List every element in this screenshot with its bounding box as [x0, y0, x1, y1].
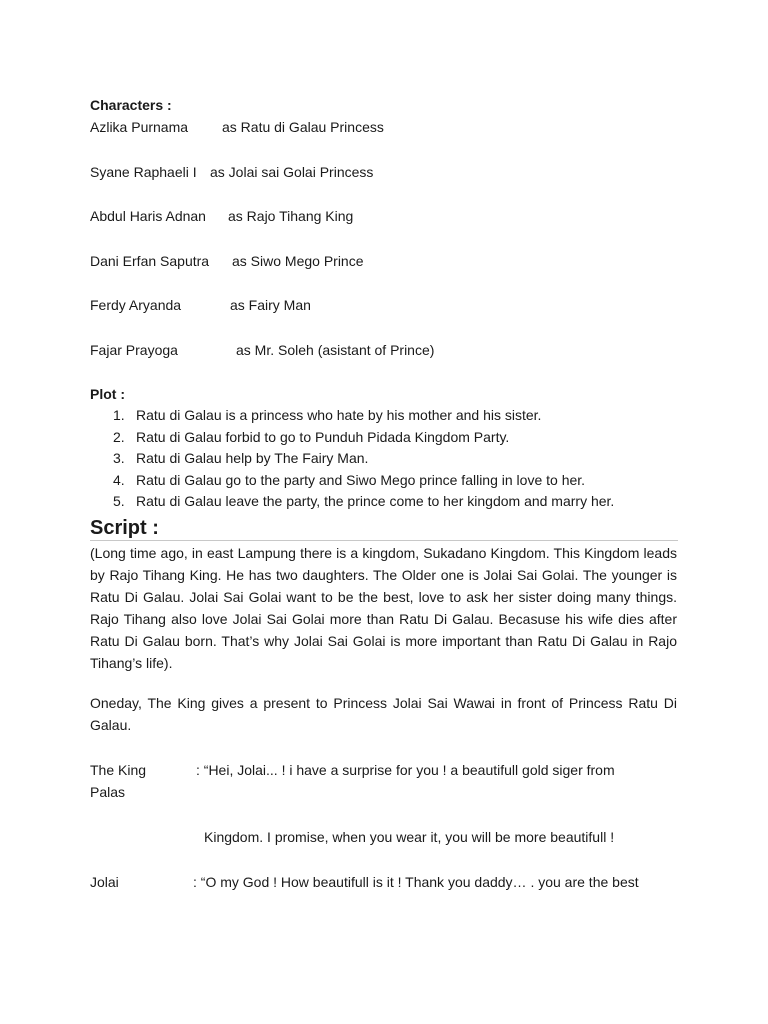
plot-item	[90, 405, 690, 427]
cast-role: as Mr. Soleh (asistant of Prince)	[236, 342, 435, 358]
plot-item-text: Ratu di Galau help by The Fairy Man.	[136, 450, 369, 466]
cast-actor: Ferdy Aryanda	[90, 297, 182, 313]
dialogue-line: : “Hei, Jolai... ! i have a surprise for you ! a beautifull gold siger from	[196, 762, 615, 778]
plot-item-text: Ratu di Galau forbid to go to Punduh Pidada Kingdom Party.	[136, 428, 510, 445]
script-heading: Script :	[90, 517, 159, 539]
plot-item	[90, 491, 690, 513]
plot-item-text: Ratu di Galau go to the party and Siwo Mego prince falling in love to her.	[136, 471, 586, 488]
dialogue-speaker: Jolai	[90, 874, 119, 890]
plot-item	[90, 470, 690, 492]
plot-item-number: 5.	[113, 493, 125, 509]
characters-heading: Characters :	[90, 97, 172, 113]
script-narration-paragraph: Oneday, The King gives a present to Princess Jolai Sai Wawai in front of Princess Ratu Di Galau.	[90, 695, 677, 733]
dialogue-line: : “O my God ! How beautifull is it ! Thank you daddy… . you are the best	[193, 874, 639, 890]
plot-item	[90, 448, 690, 470]
plot-list	[90, 405, 690, 513]
cast-role: as Jolai sai Golai Princess	[210, 164, 374, 180]
cast-role: as Siwo Mego Prince	[232, 253, 364, 269]
script-heading-rule	[90, 540, 678, 541]
plot-item-number: 2.	[113, 428, 125, 445]
cast-actor: Fajar Prayoga	[90, 342, 178, 358]
cast-role: as Ratu di Galau Princess	[222, 119, 384, 135]
cast-role: as Rajo Tihang King	[228, 208, 354, 224]
plot-item-number: 4.	[113, 471, 125, 488]
cast-role: as Fairy Man	[230, 297, 311, 313]
plot-item-text: Ratu di Galau is a princess who hate by his mother and his sister.	[136, 407, 542, 423]
dialogue-line-wrap: Palas	[90, 784, 126, 800]
script-intro-paragraph: (Long time ago, in east Lampung there is a kingdom, Sukadano Kingdom. This Kingdom leads by Rajo Tihang King. He has two daughters. The Older one is Jolai Sai Golai. The younger is Ratu Di Galau. Jolai Sai Golai want to be the best, love to ask her sister doing many things. Rajo Tihang also love Jolai Sai Golai more than Ratu Di Galau. Becasuse his wife dies after Ratu Di Galau born. That’s why Jolai Sai Golai is more important than Ratu Di Galau in Rajo Tihang’s life).	[90, 545, 677, 671]
plot-item-number: 1.	[113, 407, 125, 423]
dialogue-speaker: The King	[90, 762, 147, 778]
plot-item	[90, 427, 690, 449]
cast-actor: Dani Erfan Saputra	[90, 253, 210, 269]
cast-actor: Abdul Haris Adnan	[90, 208, 206, 224]
cast-actor: Syane Raphaeli I	[90, 164, 197, 180]
cast-actor: Azlika Purnama	[90, 119, 189, 135]
plot-heading: Plot :	[90, 386, 125, 402]
plot-item-text: Ratu di Galau leave the party, the prince come to her kingdom and marry her.	[136, 493, 615, 509]
dialogue-continuation: Kingdom. I promise, when you wear it, you will be more beautifull !	[204, 829, 615, 845]
plot-item-number: 3.	[113, 450, 125, 466]
